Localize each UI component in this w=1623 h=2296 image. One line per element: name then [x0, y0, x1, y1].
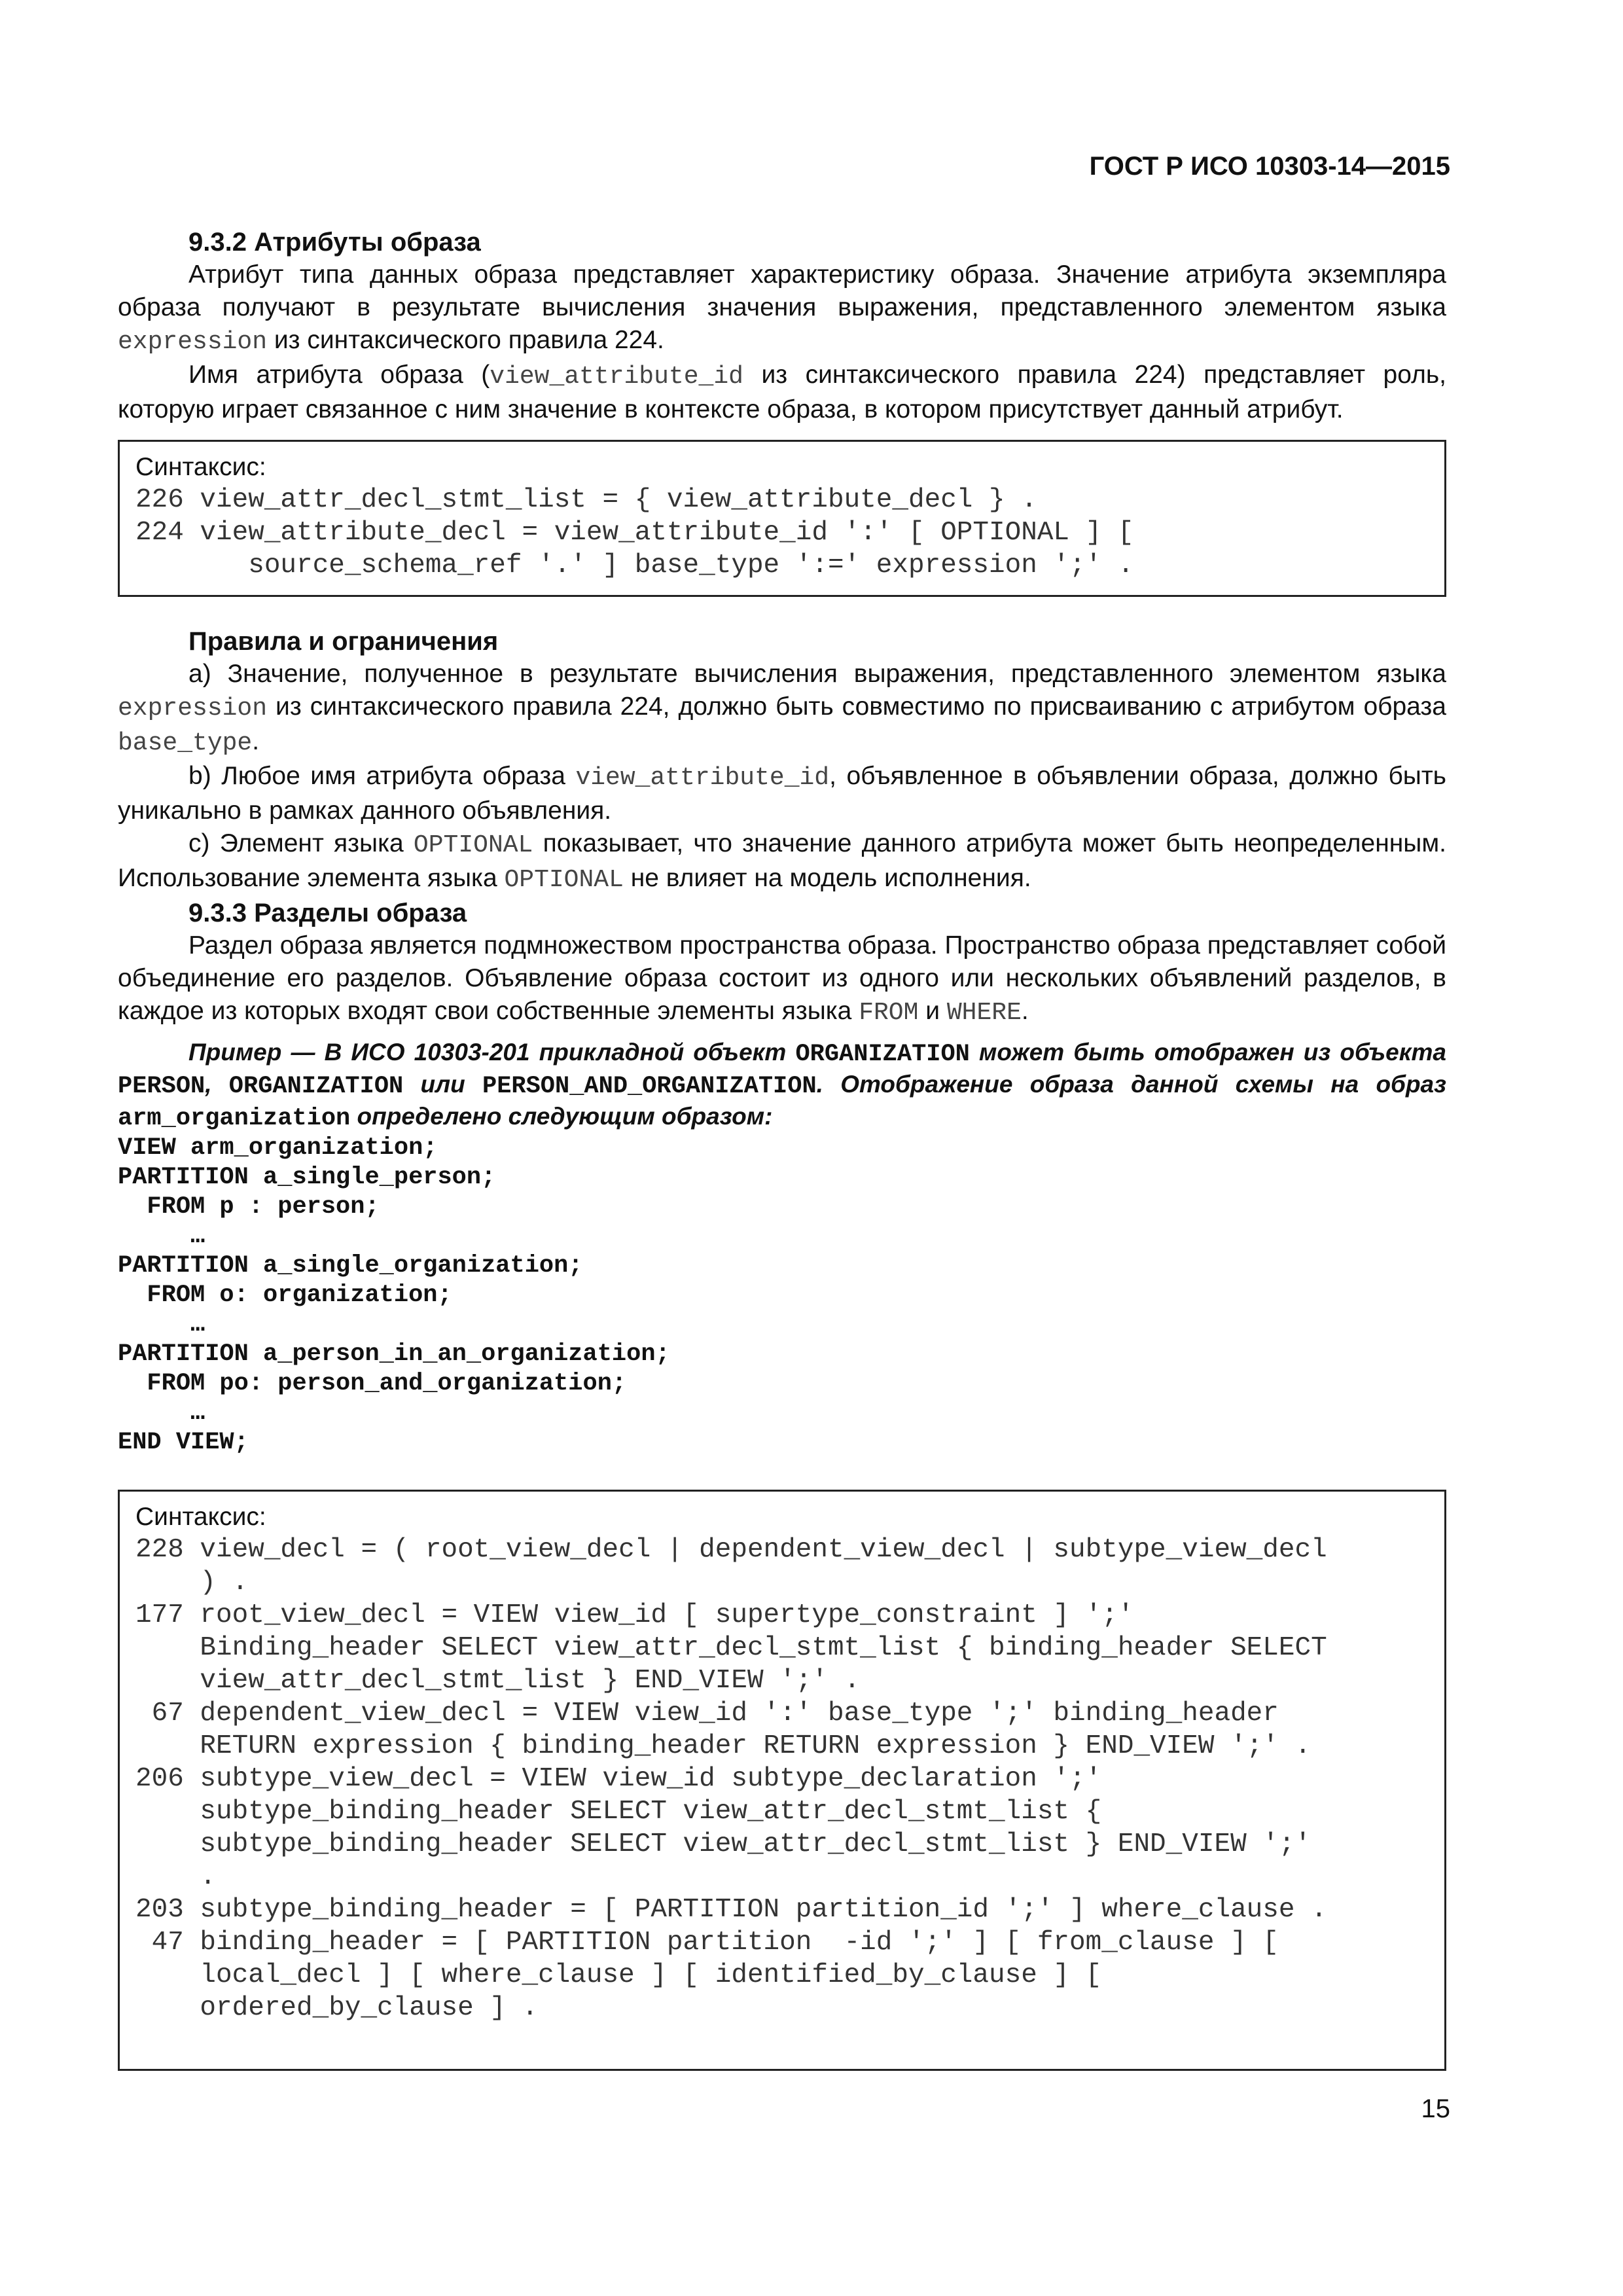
page-number: 15 — [1421, 2094, 1450, 2123]
syntax-box-1 — [118, 440, 1446, 597]
example-block — [118, 1037, 1446, 1458]
code-line: … — [118, 1311, 205, 1338]
syntax-line: subtype_binding_header SELECT view_attr_decl_stmt_list { — [135, 1797, 1102, 1827]
code-line: PARTITION a_person_in_an_organization; — [118, 1340, 670, 1368]
code-line: … — [118, 1223, 205, 1250]
syntax-line: ) . — [135, 1568, 249, 1598]
syntax-line: source_schema_ref '.' ] base_type ':=' expression ';' . — [135, 550, 1134, 581]
example-code — [118, 1134, 1446, 1458]
example-intro: Пример — В ИСО 10303-201 прикладной объект ORGANIZATION может быть отображен из объекта PERSON, ORGANIZATION или PERSON_AND_ORGANIZATION. Отображение образа данной схемы на образ arm_organization определено следующим образом: — [118, 1039, 1447, 1132]
paragraph: Имя атрибута образа (view_attribute_id из синтаксического правила 224) представляет роль, которую играет связанное с ним значение в контексте образа, в котором присутствует данный атрибут. — [118, 361, 1446, 423]
syntax-label: Синтаксис: — [135, 453, 266, 481]
code-line: FROM p : person; — [118, 1193, 380, 1221]
code-line: FROM po: person_and_organization; — [118, 1370, 627, 1397]
syntax-line: 224 view_attribute_decl = view_attribute_id ':' [ OPTIONAL ] [ — [135, 518, 1134, 548]
code-line: VIEW arm_organization; — [118, 1134, 438, 1162]
document-page — [118, 0, 1450, 2296]
syntax-label: Синтаксис: — [135, 1503, 266, 1531]
rules-heading: Правила и ограничения — [188, 627, 499, 656]
section-heading-9-3-3: 9.3.3 Разделы образа — [188, 899, 467, 927]
syntax-line: 47 binding_header = [ PARTITION partition -id ';' ] [ from_clause ] [ — [135, 1928, 1279, 1958]
syntax-line: view_attr_decl_stmt_list } END_VIEW ';' . — [135, 1666, 861, 1696]
syntax-line: ordered_by_clause ] . — [135, 1993, 539, 2023]
paragraph: Раздел образа является подмножеством пространства образа. Пространство образа представляет собой объединение его разделов. Объявление образа состоит из одного или нескольких объявлений разделов, в каждое из которых входят свои собственные элементы языка FROM и WHERE. — [118, 931, 1446, 1027]
syntax-box-2 — [118, 1490, 1446, 2071]
syntax-line: 67 dependent_view_decl = VIEW view_id ':' base_type ';' binding_header — [135, 1698, 1279, 1729]
rules-section — [118, 625, 1446, 1030]
rule-c: c) Элемент языка OPTIONAL показывает, что значение данного атрибута может быть неопределенным. Использование элемента языка OPTIONAL не влияет на модель исполнения. — [118, 829, 1446, 894]
syntax-line: 203 subtype_binding_header = [ PARTITION partition_id ';' ] where_clause . — [135, 1895, 1327, 1925]
rule-b: b) Любое имя атрибута образа view_attribute_id, объявленное в объявлении образа, должно быть уникально в рамках данного объявления. — [118, 762, 1447, 825]
standard-header: ГОСТ Р ИСО 10303-14—2015 — [1089, 152, 1450, 181]
syntax-line: 206 subtype_view_decl = VIEW view_id subtype_declaration ';' — [135, 1764, 1102, 1794]
code-line: … — [118, 1399, 205, 1427]
syntax-line: 177 root_view_decl = VIEW view_id [ supertype_constraint ] ';' — [135, 1600, 1134, 1630]
code-line: PARTITION a_single_person; — [118, 1164, 496, 1191]
syntax-line: local_decl ] [ where_clause ] [ identified_by_clause ] [ — [135, 1960, 1102, 1990]
syntax-line: 228 view_decl = ( root_view_decl | dependent_view_decl | subtype_view_decl — [135, 1535, 1327, 1565]
syntax-line: Binding_header SELECT view_attr_decl_stmt_list { binding_header SELECT — [135, 1633, 1327, 1663]
syntax-line: RETURN expression { binding_header RETURN expression } END_VIEW ';' . — [135, 1731, 1311, 1761]
rule-a: a) Значение, полученное в результате вычисления выражения, представленного элементом языка expression из синтаксического правила 224, должно быть совместимо по присваиванию с атрибутом образа base_type. — [118, 660, 1446, 757]
syntax-line: 226 view_attr_decl_stmt_list = { view_attribute_decl } . — [135, 485, 1037, 515]
section-9-3-2 — [118, 226, 1446, 426]
code-line: END VIEW; — [118, 1429, 249, 1456]
syntax-line: subtype_binding_header SELECT view_attr_decl_stmt_list } END_VIEW ';' — [135, 1829, 1311, 1859]
section-heading-9-3-2: 9.3.2 Атрибуты образа — [188, 228, 481, 257]
syntax-line: . — [135, 1862, 217, 1892]
code-line: FROM o: organization; — [118, 1282, 452, 1309]
code-line: PARTITION a_single_organization; — [118, 1252, 583, 1280]
paragraph: Атрибут типа данных образа представляет характеристику образа. Значение атрибута экземпляра образа получают в результате вычисления значения выражения, представленного элементом языка expression из синтаксического правила 224. — [118, 260, 1446, 356]
